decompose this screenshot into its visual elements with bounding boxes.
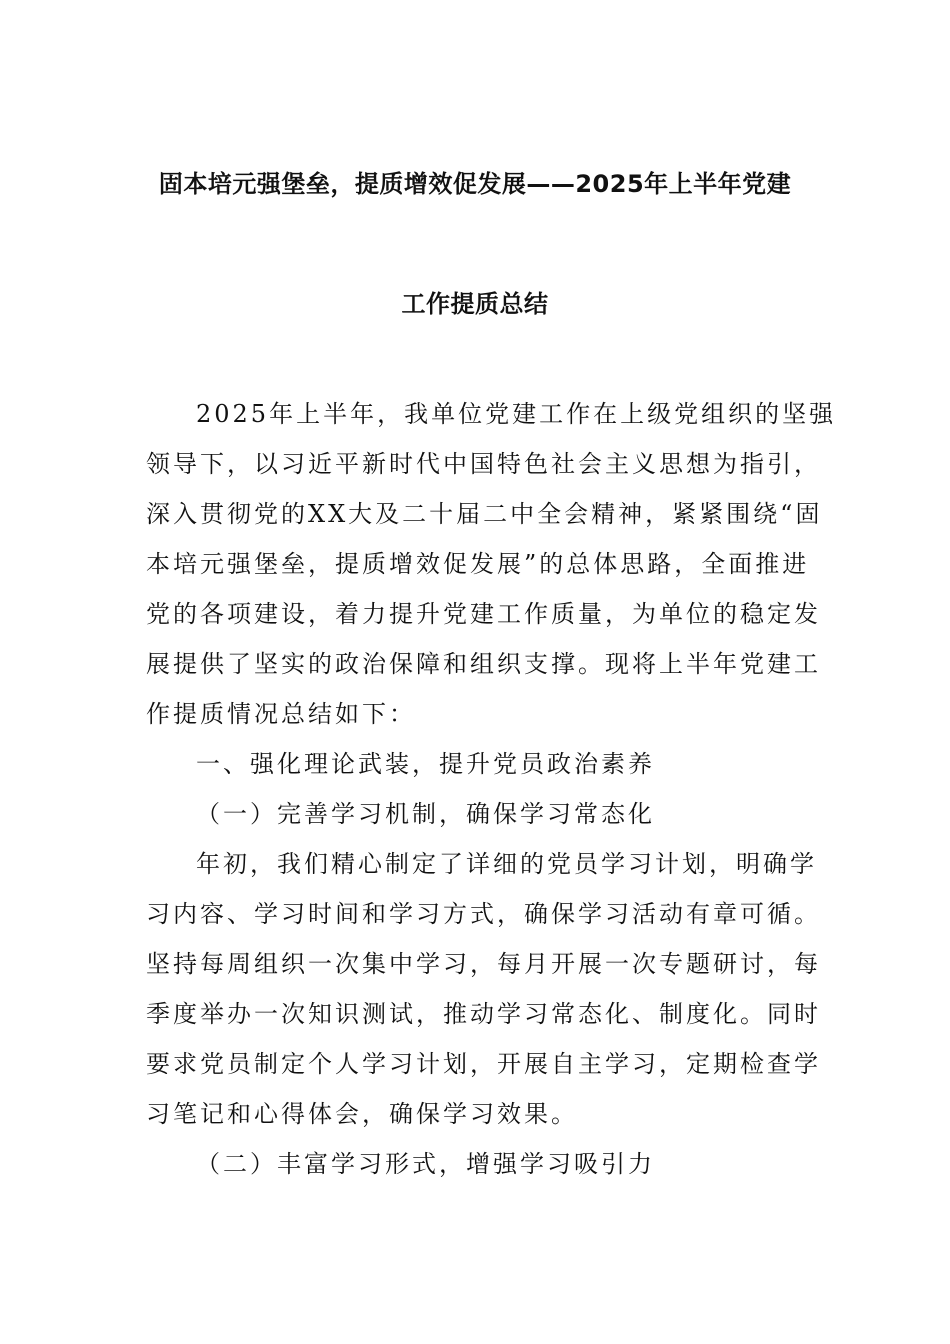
paragraph-line: 季度举办一次知识测试，推动学习常态化、制度化。同时 bbox=[146, 1000, 821, 1028]
paragraph-line: 习笔记和心得体会，确保学习效果。 bbox=[146, 1100, 578, 1128]
paragraph-line: 作提质情况总结如下： bbox=[146, 700, 416, 728]
paragraph-line: 党的各项建设，着力提升党建工作质量，为单位的稳定发 bbox=[146, 600, 821, 628]
paragraph-line: 年初，我们精心制定了详细的党员学习计划，明确学 bbox=[196, 850, 817, 878]
paragraph-line: 领导下，以习近平新时代中国特色社会主义思想为指引， bbox=[146, 450, 821, 478]
section-heading: 一、强化理论武装，提升党员政治素养 bbox=[196, 750, 655, 778]
paragraph-line: 2025年上半年，我单位党建工作在上级党组织的坚强 bbox=[196, 400, 837, 428]
paragraph-line: 展提供了坚实的政治保障和组织支撑。现将上半年党建工 bbox=[146, 650, 821, 678]
paragraph-line: 本培元强堡垒，提质增效促发展”的总体思路，全面推进 bbox=[146, 550, 810, 578]
paragraph-line: 深入贯彻党的XX大及二十届二中全会精神，紧紧围绕“固 bbox=[146, 500, 823, 528]
subsection-heading: （二）丰富学习形式，增强学习吸引力 bbox=[196, 1150, 655, 1178]
paragraph-line: 要求党员制定个人学习计划，开展自主学习，定期检查学 bbox=[146, 1050, 821, 1078]
document-title-line-2: 工作提质总结 bbox=[401, 290, 549, 318]
paragraph-line: 坚持每周组织一次集中学习，每月开展一次专题研讨，每 bbox=[146, 950, 821, 978]
document-title-line-1: 固本培元强堡垒，提质增效促发展——2025年上半年党建 bbox=[158, 170, 792, 198]
subsection-heading: （一）完善学习机制，确保学习常态化 bbox=[196, 800, 655, 828]
paragraph-line: 习内容、学习时间和学习方式，确保学习活动有章可循。 bbox=[146, 900, 821, 928]
